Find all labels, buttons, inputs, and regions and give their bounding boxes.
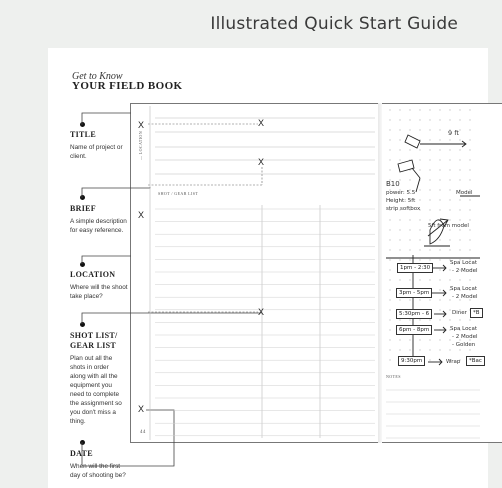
- page-number: 44: [140, 430, 146, 435]
- schedule-place: Spa Locat: [450, 260, 477, 266]
- schedule-time: 1pm - 2:30: [397, 263, 433, 273]
- marker-x: X: [138, 210, 145, 220]
- sketch-light-power: power: 5.5: [386, 190, 416, 196]
- schedule-place: Spa Locat: [450, 326, 477, 332]
- schedule-time: 3pm - 5pm: [396, 288, 432, 298]
- sketch-light-height: Height: 5ft: [386, 198, 416, 204]
- intro-kicker: Get to Know: [72, 71, 123, 82]
- schedule-place: Spa Locat: [450, 286, 477, 292]
- schedule-note: - 2 Model: [452, 334, 478, 340]
- section-desc: Plan out all the shots in order along with all the equipment you need to complete the assignment so you don't miss a thing.: [70, 355, 122, 425]
- section-heading: TITLE: [70, 130, 96, 139]
- section-heading: BRIEF: [70, 204, 96, 213]
- marker-x: X: [138, 120, 145, 130]
- sketch-light-name: B10: [386, 180, 400, 188]
- schedule-time: 6pm - 8pm: [396, 325, 432, 335]
- sketch-model: Model: [456, 190, 473, 196]
- shot-gear-label: SHOT / GEAR LIST: [158, 191, 199, 196]
- notes-label: NOTES: [386, 374, 401, 379]
- schedule-note: - 2 Model: [452, 294, 478, 300]
- sketch-from-model: 5ft from model: [428, 223, 469, 229]
- section-heading: DATE: [70, 449, 93, 458]
- sketch-distance: 9 ft: [448, 129, 459, 137]
- marker-x: X: [258, 307, 265, 317]
- guide-title: Illustrated Quick Start Guide: [210, 14, 458, 34]
- marker-x: X: [258, 157, 265, 167]
- schedule-note: *Bac: [466, 356, 485, 366]
- schedule-place: Wrap: [446, 359, 461, 365]
- schedule-note: *B: [470, 308, 483, 318]
- sketch-light-mod: strip softbox: [386, 206, 421, 212]
- location-label: — LOCATION: [138, 131, 143, 160]
- section-desc: A simple description for easy reference.: [70, 218, 127, 234]
- section-heading: LOCATION: [70, 270, 116, 279]
- schedule-time: 9:30pm: [398, 356, 425, 366]
- section-heading: SHOT LIST/ GEAR LIST: [70, 331, 118, 350]
- schedule-place: Diner: [452, 310, 467, 316]
- schedule-time: 5:30pm - 6: [396, 309, 432, 319]
- schedule-note: - Golden: [452, 342, 476, 348]
- marker-x: X: [138, 404, 145, 414]
- schedule-note: - 2 Model: [452, 268, 478, 274]
- marker-x: X: [258, 118, 265, 128]
- intro-heading: YOUR FIELD BOOK: [72, 80, 183, 92]
- section-desc: Name of project or client.: [70, 144, 123, 160]
- section-desc: Where will the shoot take place?: [70, 284, 128, 300]
- section-desc: When will the first day of shooting be?: [70, 463, 126, 479]
